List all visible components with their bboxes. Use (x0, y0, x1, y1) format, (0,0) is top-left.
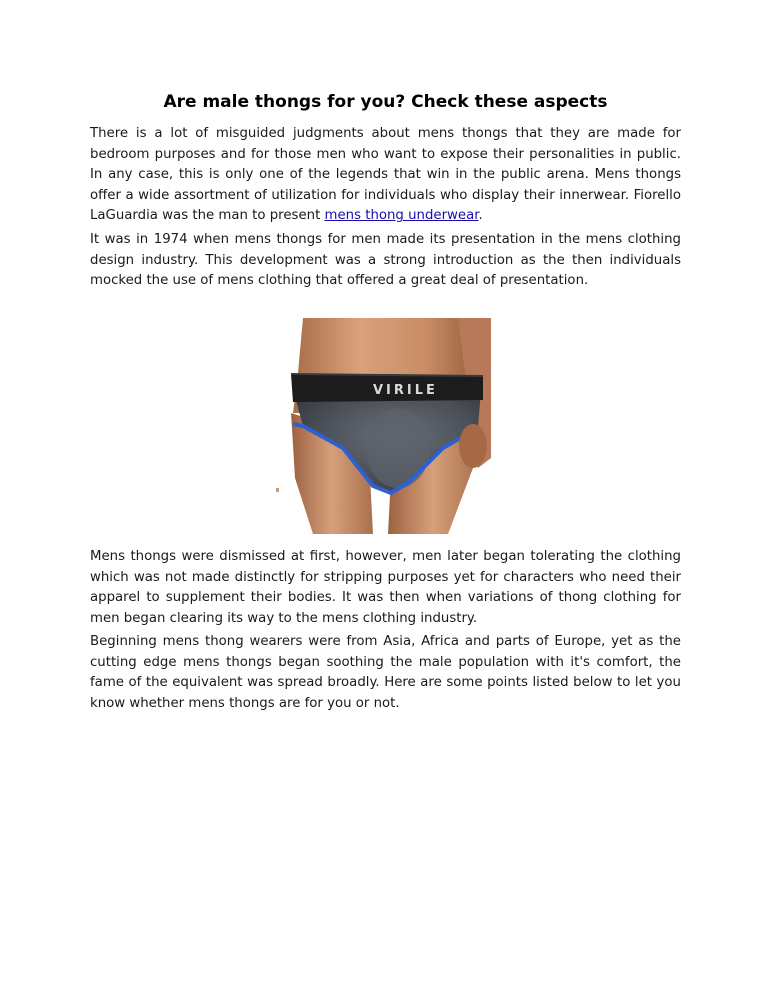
mens-thong-underwear-link[interactable]: mens thong underwear (324, 208, 479, 224)
document-page (90, 0, 681, 994)
paragraph-origins: Beginning mens thong wearers were from Asia, Africa and parts of Europe, yet as the cutting edge mens thongs began soothing the male population with it's comfort, the fame of the equivalent was spread broadly. Here are some points listed below to let you know whether mens thongs are for you or not. (90, 634, 681, 711)
waistband-brand-text: VIRILE (373, 383, 438, 398)
paragraph-history: It was in 1974 when mens thongs for men made its presentation in the mens clothing design industry. This development was a strong introduction as the then individuals mocked the use of mens clothing that offered a great deal of presentation. (90, 232, 681, 289)
paragraph-intro (90, 124, 681, 227)
product-photo (273, 318, 491, 534)
page-title: Are male thongs for you? Check these aspects (163, 92, 608, 112)
paragraph-intro-end: . (478, 208, 483, 224)
product-photo-illustration (273, 318, 491, 534)
paragraph-intro-text: There is a lot of misguided judgments about mens thongs that they are made for bedroom purposes and for those men who want to expose their personalities in public. In any case, this is only one of the legends that win in the public arena. Mens thongs offer a wide assortment of utilization for individuals who display their innerwear. Fiorello LaGuardia was the man to present (90, 126, 681, 224)
paragraph-acceptance: Mens thongs were dismissed at first, however, men later began tolerating the clothing which was not made distinctly for stripping purposes yet for characters who need their apparel to supplement their bodies. It was then when variations of thong clothing for men began clearing its way to the mens clothing industry. (90, 549, 681, 626)
